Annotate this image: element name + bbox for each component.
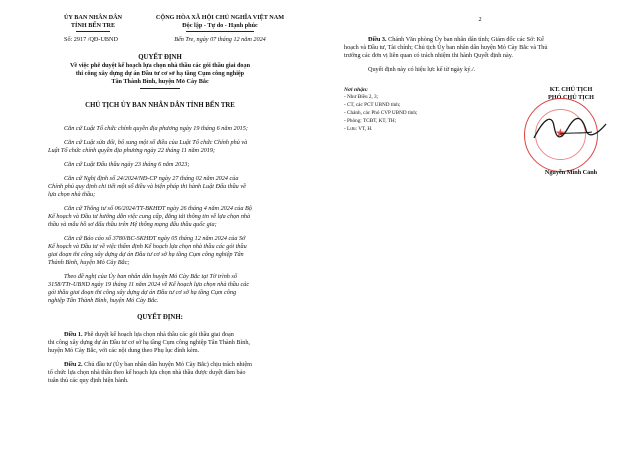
- nation-line2: Độc lập - Tự do - Hạnh phúc: [182, 22, 258, 29]
- basis-2-line-2: Luật Tổ chức chính quyền địa phương ngày 22 tháng 11 năm 2019;: [48, 147, 216, 154]
- subject-underline: [140, 88, 180, 89]
- nation-underline: [186, 31, 254, 32]
- article-1-label: Điều 1.: [64, 331, 83, 338]
- nation-line1: CỘNG HÒA XÃ HỘI CHỦ NGHĨA VIỆT NAM: [155, 14, 285, 21]
- article-2-line-2: tổ chức lựa chọn nhà thầu theo kế hoạch lựa chọn nhà thầu được duyệt đảm bảo: [48, 369, 246, 376]
- article-2-text-1: Chủ đầu tư (Ủy ban nhân dân huyện Mỏ Cày Bắc) chịu trách nhiệm: [82, 361, 252, 368]
- basis-7-line-1: Theo đề nghị của Ủy ban nhân dân huyện Mỏ Cày Bắc tại Tờ trình số: [64, 273, 237, 280]
- agency-line1: ỦY BAN NHÂN DÂN: [63, 14, 123, 21]
- signer-line-2: PHÓ CHỦ TỊCH: [548, 94, 594, 101]
- handwritten-signature: [530, 108, 610, 148]
- date-place: Bến Tre, ngày 07 tháng 12 năm 2024: [174, 36, 266, 43]
- decision-heading: QUYẾT ĐỊNH:: [137, 314, 183, 321]
- basis-5-line-3: thầu và mẫu hồ sơ đấu thầu trên Hệ thống mạng đấu thầu quốc gia;: [48, 221, 217, 228]
- basis-6-line-3: giai đoạn thi công xây dựng dự án Đầu tư cơ sở hạ tầng Cụm công nghiệp Tân: [48, 251, 244, 258]
- basis-4-line-2: Chính phủ quy định chi tiết một số điều và biện pháp thi hành Luật Đấu thầu về: [48, 183, 246, 190]
- article-2-line-3: tuân thủ các quy định hiện hành.: [48, 377, 129, 384]
- subject-line-1: Về việc phê duyệt kế hoạch lựa chọn nhà thầu các gói thầu giai đoạn: [69, 62, 251, 69]
- article-3-text-1: Chánh Văn phòng Ủy ban nhân dân tỉnh; Giám đốc các Sở: Kế: [386, 36, 544, 43]
- basis-3-line-1: Căn cứ Luật Đấu thầu ngày 23 tháng 6 năm 2023;: [64, 161, 190, 168]
- effect-line: Quyết định này có hiệu lực kể từ ngày ký./.: [368, 66, 476, 73]
- page-number: 2: [478, 16, 482, 23]
- basis-5-line-2: Kế hoạch và Đầu tư hướng dẫn việc cung cấp, đăng tải thông tin về lựa chọn nhà: [48, 213, 251, 220]
- recipient-2: - CT, các PCT UBND tỉnh;: [344, 102, 401, 108]
- agency-underline: [76, 31, 110, 32]
- seal-star-icon: ★: [555, 126, 566, 140]
- basis-2-line-1: Căn cứ Luật sửa đổi, bổ sung một số điều của Luật Tổ chức Chính phủ và: [64, 139, 248, 146]
- basis-1-line-1: Căn cứ Luật Tổ chức chính quyền địa phương ngày 19 tháng 6 năm 2015;: [64, 125, 248, 132]
- agency-line2: TỈNH BẾN TRE: [70, 22, 116, 29]
- doc-number: Số: 2917 /QĐ-UBND: [64, 36, 118, 43]
- article-1-text-1: Phê duyệt kế hoạch lựa chọn nhà thầu các gói thầu giai đoạn: [82, 331, 234, 338]
- recipient-4: - Phòng: TCĐT, KT, TH;: [344, 118, 397, 124]
- page-2: [320, 0, 640, 466]
- article-2-line-1: [64, 361, 252, 369]
- article-3-line-2: hoạch và Đầu tư, Tài chính; Chủ tịch Ủy ban nhân dân huyện Mỏ Cày Bắc và Thủ: [344, 44, 548, 51]
- signer-name: Nguyễn Minh Cảnh: [544, 169, 598, 176]
- article-3-label: Điều 3.: [368, 36, 387, 43]
- doc-type: QUYẾT ĐỊNH: [138, 54, 182, 61]
- recipient-5: - Lưu: VT, H.: [344, 126, 373, 132]
- article-3-line-1: [368, 36, 544, 44]
- article-3-line-3: trưởng các đơn vị liên quan có trách nhiệm thi hành Quyết định này.: [344, 52, 513, 59]
- basis-6-line-4: Thành Bình, huyện Mỏ Cày Bắc;: [48, 259, 130, 266]
- signer-line-1: KT. CHỦ TỊCH: [549, 86, 593, 93]
- recipients-title: Nơi nhận:: [344, 87, 368, 93]
- basis-6-line-1: Căn cứ Báo cáo số 3780/BC-SKHĐT ngày 05 tháng 12 năm 2024 của Sở: [64, 235, 246, 242]
- basis-7-line-4: nghiệp Tân Thành Bình, huyện Mỏ Cày Bắc.: [48, 297, 159, 304]
- authority: CHỦ TỊCH ỦY BAN NHÂN DÂN TỈNH BẾN TRE: [85, 102, 235, 109]
- basis-7-line-3: gói thầu giai đoạn thi công xây dựng dự án Đầu tư cơ sở hạ tầng Cụm công: [48, 289, 237, 296]
- subject-line-3: Tân Thành Bình, huyện Mỏ Cày Bắc: [111, 78, 209, 85]
- basis-4-line-3: lựa chọn nhà thầu;: [48, 191, 96, 198]
- subject-line-2: thi công xây dựng dự án Đầu tư cơ sở hạ tầng Cụm công nghiệp: [75, 70, 245, 77]
- recipient-1: - Như Điều 2, 3;: [344, 94, 379, 100]
- basis-4-line-1: Căn cứ Nghị định số 24/2024/NĐ-CP ngày 27 tháng 02 năm 2024 của: [64, 175, 239, 182]
- basis-5-line-1: Căn cứ Thông tư số 06/2024/TT-BKHĐT ngày 26 tháng 4 năm 2024 của Bộ: [64, 205, 252, 212]
- article-2-label: Điều 2.: [64, 361, 83, 368]
- recipient-3: - Chánh, các Phó CVP UBND tỉnh;: [344, 110, 418, 116]
- article-1-line-3: huyện Mỏ Cày Bắc, với các nội dung theo Phụ lục đính kèm.: [48, 347, 200, 354]
- article-1-line-1: [64, 331, 234, 339]
- article-1-line-2: thi công xây dựng dự án Đầu tư cơ sở hạ tầng Cụm công nghiệp Tân Thành Bình,: [48, 339, 250, 346]
- basis-6-line-2: Kế hoạch và Đầu tư về việc thẩm định Kế hoạch lựa chọn nhà thầu các gói thầu: [48, 243, 247, 250]
- basis-7-line-2: 3158/TTr-UBND ngày 19 tháng 11 năm 2024 về Kế hoạch lựa chọn nhà thầu các: [48, 281, 250, 288]
